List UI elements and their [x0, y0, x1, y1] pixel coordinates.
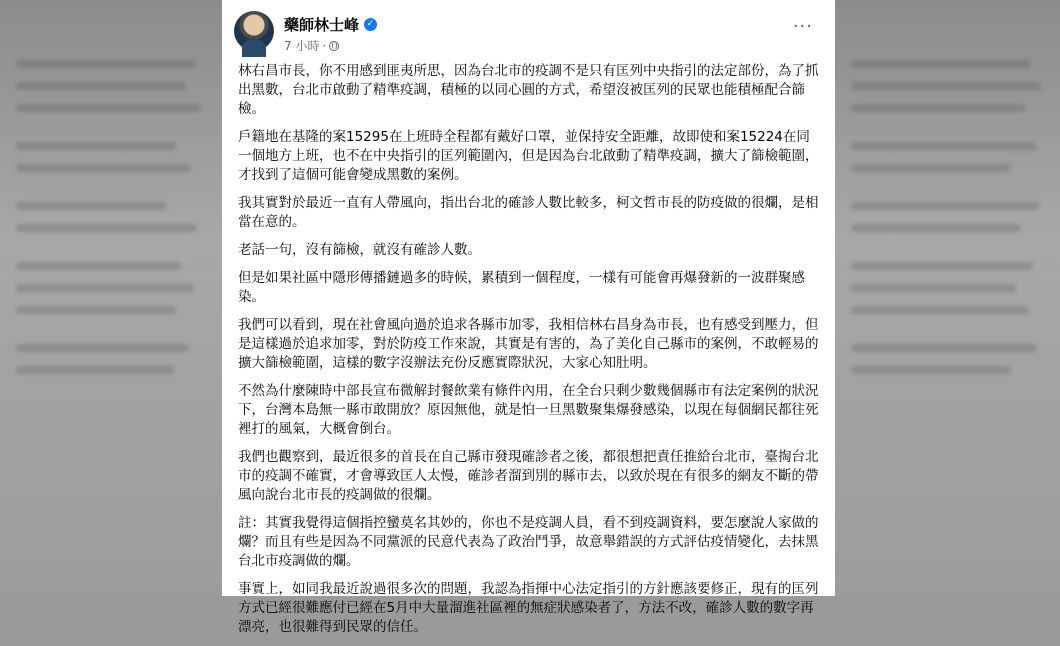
meta-separator: · — [322, 38, 327, 53]
post-paragraph: 我們可以看到，現在社會風向過於追求各縣市加零，我相信林右昌身為市長，也有感受到壓力，但是這樣過於追求加零，對於防疫工作來說，其實是有害的，為了美化自己縣市的案例，不敢輕易的擴大篩檢範圍，這樣的數字沒辦法充份反應實際狀況，大家心知肚明。 — [238, 317, 819, 371]
post-paragraph: 但是如果社區中隱形傳播鏈過多的時候，累積到一個程度，一樣有可能會再爆發新的一波群聚感染。 — [238, 270, 805, 305]
facebook-post — [222, 0, 835, 635]
post-header — [234, 8, 823, 58]
more-options-icon[interactable]: ··· — [792, 16, 813, 37]
post-paragraph: 註：其實我覺得這個指控蠻莫名其妙的，你也不是疫調人員，看不到疫調資料，要怎麼說人家做的爛？而且有些是因為不同黨派的民意代表為了政治鬥爭，故意舉錯誤的方式評估疫情變化，去抹黑台北市疫調做的爛。 — [238, 515, 819, 569]
author-name[interactable]: 藥師林士峰 — [284, 16, 360, 34]
author-name-row — [284, 14, 377, 35]
verified-badge-icon: ✓ — [364, 18, 377, 31]
post-paragraph: 我其實對於最近一直有人帶風向，指出台北的確診人數比較多，柯文哲市長的防疫做的很爛，是相當在意的。 — [238, 195, 819, 230]
author-avatar[interactable] — [234, 11, 274, 51]
post-meta — [284, 37, 339, 54]
post-paragraph: 不然為什麼陳時中部長宣布微解封餐飲業有條件內用，在全台只剩少數幾個縣市有法定案例的狀況下，台灣本島無一縣市敢開放？原因無他，就是怕一旦黑數聚集爆發感染，以現在每個網民都往死裡打的風氣，大概會倒台。 — [238, 383, 819, 437]
globe-icon[interactable] — [329, 41, 339, 51]
post-paragraph: 戶籍地在基隆的案15295在上班時全程都有戴好口罩，並保持安全距離，故即使和案15224在同一個地方上班，也不在中央指引的匡列範圍內，但是因為台北啟動了精準疫調，擴大了篩檢範圍，才找到了這個可能會變成黑數的案例。 — [238, 129, 819, 183]
post-paragraph: 老話一句，沒有篩檢，就沒有確診人數。 — [238, 242, 481, 258]
post-paragraph: 我們也觀察到，最近很多的首長在自己縣市發現確診者之後，都很想把責任推給台北市，臺掏台北市的疫調不確實，才會導致匡人太慢，確診者溜到別的縣市去，以致於現在有很多的網友不斷的帶風向說台北市長的疫調做的很爛。 — [238, 449, 819, 503]
post-paragraph: 事實上，如同我最近說過很多次的問題，我認為指揮中心法定指引的方針應該要修正，現有的匡列方式已經很難應付已經在5月中大量溜進社區裡的無症狀感染者了，方法不改，確診人數的數字再漂亮，也很難得到民眾的信任。 — [238, 581, 819, 635]
post-time[interactable]: 7 小時 — [284, 39, 320, 53]
post-paragraph: 林右昌市長，你不用感到匪夷所思，因為台北市的疫調不是只有匡列中央指引的法定部份，為了抓出黑數，台北市啟動了精準疫調，積極的以同心圓的方式，希望沒被匡列的民眾也能積極配合篩檢。 — [238, 63, 819, 117]
post-body — [238, 62, 821, 646]
blurred-background-right — [835, 0, 1060, 596]
blurred-background-left — [0, 0, 222, 596]
